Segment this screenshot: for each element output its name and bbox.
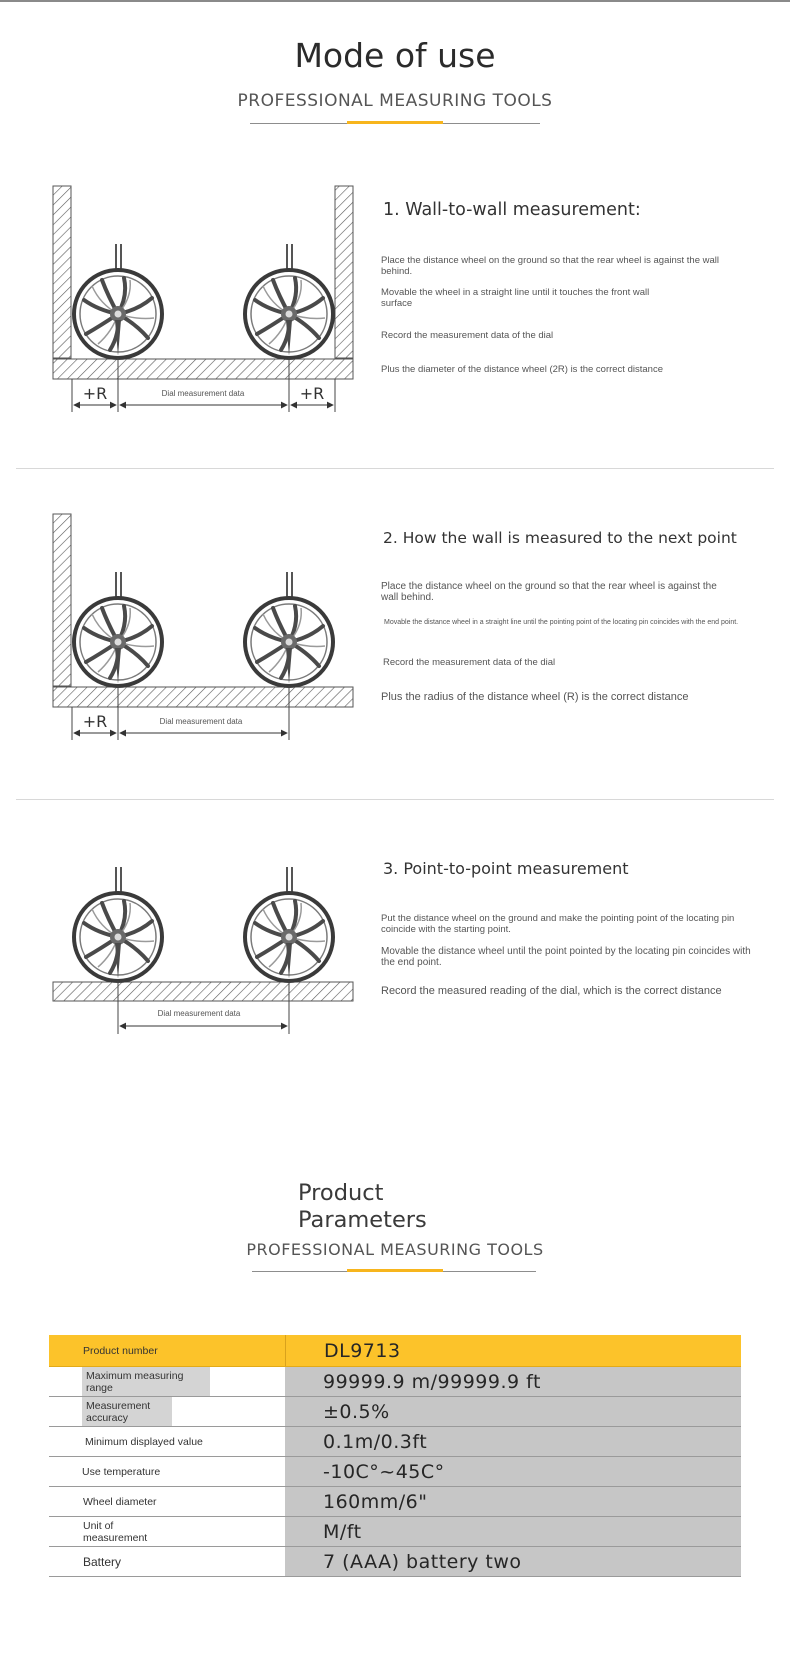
table-row — [49, 1547, 741, 1577]
param-value: 7 (AAA) battery two — [285, 1547, 741, 1576]
right-wall — [335, 186, 353, 358]
step-2-line-3: Record the measurement data of the dial — [383, 657, 556, 668]
table-row — [49, 1517, 741, 1547]
param-value: DL9713 — [285, 1335, 741, 1366]
section-divider — [16, 799, 774, 800]
step-2-heading: 2. How the wall is measured to the next point — [383, 529, 737, 547]
wheel-rear-icon — [74, 867, 162, 981]
param-label: Minimum displayed value — [85, 1435, 203, 1448]
left-wall — [53, 186, 71, 358]
left-radius-label: +R — [82, 384, 108, 403]
ground — [53, 687, 353, 707]
step-3-line-2: Movable the distance wheel until the point pointed by the locating pin coincides with the end point. — [381, 946, 751, 968]
step-3-line-1: Put the distance wheel on the ground and make the pointing point of the locating pin coincide with the starting point. — [381, 913, 735, 935]
table-row — [49, 1367, 741, 1397]
table-row — [49, 1427, 741, 1457]
left-radius-label: +R — [82, 712, 108, 731]
param-label: Product number — [83, 1344, 158, 1357]
param-label: Use temperature — [82, 1465, 161, 1478]
parameters-table — [49, 1335, 741, 1577]
ground — [53, 359, 353, 379]
step-1-line-1: Place the distance wheel on the ground so that the rear wheel is against the wall behind. — [381, 255, 719, 277]
wheel-front-icon — [245, 867, 333, 981]
param-label: Measurement accuracy — [82, 1397, 172, 1426]
dial-measurement-label: Dial measurement data — [157, 1009, 241, 1018]
table-row — [49, 1487, 741, 1517]
top-border — [0, 0, 790, 2]
params-title-line-1: Product — [298, 1180, 384, 1206]
diagram-wall-to-point — [48, 508, 360, 748]
step-2-line-4: Plus the radius of the distance wheel (R) is the correct distance — [381, 691, 689, 703]
param-label: Maximum measuring range — [82, 1367, 210, 1396]
step-1-line-2: Movable the wheel in a straight line until it touches the front wall surface — [381, 287, 650, 309]
table-row — [49, 1335, 741, 1367]
step-2-line-2: Movable the distance wheel in a straight line until the pointing point of the locating pin coincides with the end point. — [384, 619, 739, 626]
ground — [53, 982, 353, 1001]
dial-measurement-label: Dial measurement data — [161, 389, 245, 398]
param-value: ±0.5% — [285, 1397, 741, 1426]
param-label: Unit of measurement — [83, 1519, 148, 1544]
page-subtitle: PROFESSIONAL MEASURING TOOLS — [237, 91, 553, 111]
table-row — [49, 1457, 741, 1487]
wheel-front-icon — [245, 244, 333, 358]
left-wall — [53, 514, 71, 686]
param-label: Battery — [83, 1554, 122, 1569]
wheel-rear-icon — [74, 244, 162, 358]
step-1-heading: 1. Wall-to-wall measurement: — [383, 200, 641, 220]
params-accent-bar — [347, 1269, 443, 1272]
accent-bar — [347, 121, 443, 124]
right-radius-label: +R — [299, 384, 325, 403]
params-title — [298, 1180, 427, 1234]
wheel-rear-icon — [74, 572, 162, 686]
diagram-wall-to-wall — [48, 180, 360, 420]
section-divider — [16, 468, 774, 469]
dial-measurement-label: Dial measurement data — [159, 717, 243, 726]
param-value: -10C°~45C° — [285, 1457, 741, 1486]
param-value: 99999.9 m/99999.9 ft — [285, 1367, 741, 1396]
params-title-line-2: Parameters — [298, 1207, 427, 1233]
table-row — [49, 1397, 741, 1427]
param-label: Wheel diameter — [83, 1495, 157, 1508]
step-3-heading: 3. Point-to-point measurement — [383, 859, 629, 878]
page-title: Mode of use — [294, 36, 496, 75]
step-3-line-3: Record the measured reading of the dial, which is the correct distance — [381, 985, 722, 997]
param-value: M/ft — [285, 1517, 741, 1546]
diagram-point-to-point — [48, 838, 360, 1078]
params-subtitle: PROFESSIONAL MEASURING TOOLS — [246, 1240, 544, 1259]
step-1-line-3: Record the measurement data of the dial — [381, 330, 554, 341]
param-value: 160mm/6" — [285, 1487, 741, 1516]
wheel-front-icon — [245, 572, 333, 686]
step-2-line-1: Place the distance wheel on the ground so that the rear wheel is against the wall behind. — [381, 581, 717, 603]
step-1-line-4: Plus the diameter of the distance wheel (2R) is the correct distance — [381, 364, 663, 375]
param-value: 0.1m/0.3ft — [285, 1427, 741, 1456]
